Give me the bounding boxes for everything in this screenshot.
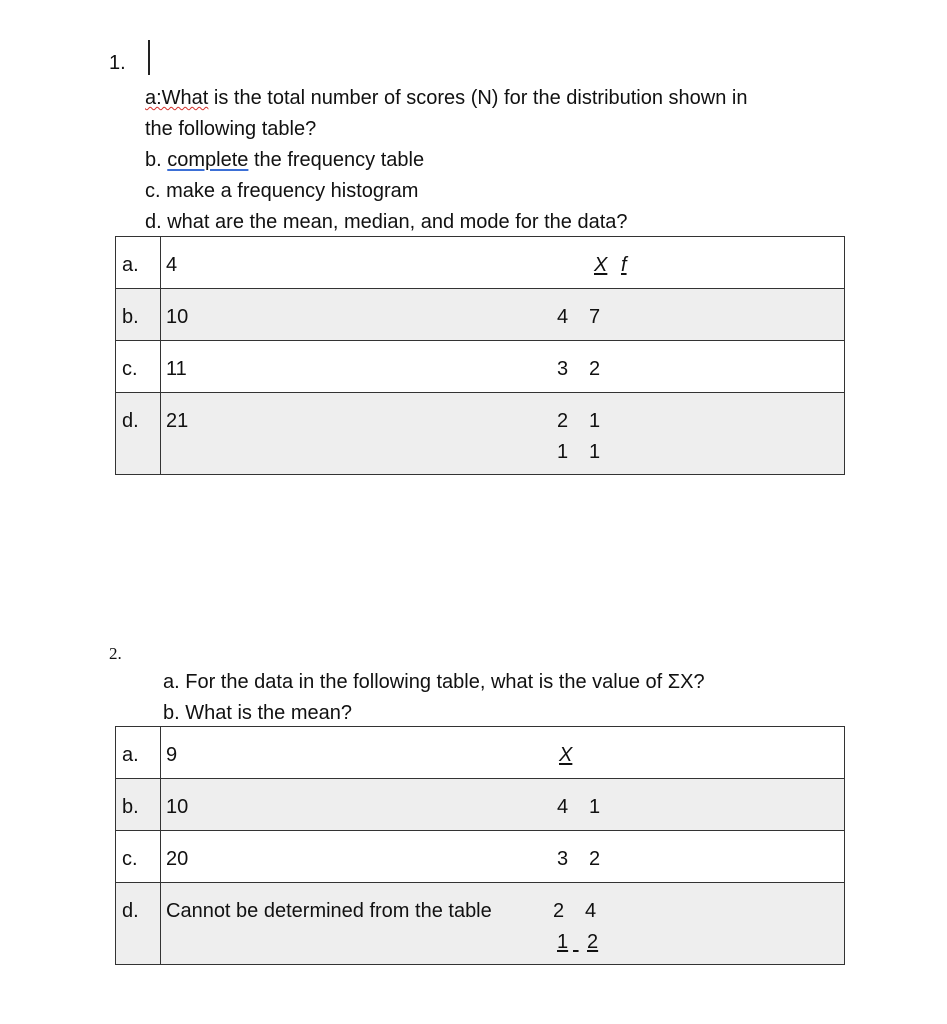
option-row-a[interactable] (116, 727, 845, 779)
option-row-b[interactable] (116, 289, 845, 341)
question-2-options-table (115, 726, 845, 965)
table-x-value: 2 (553, 900, 565, 922)
option-letter: c. (116, 831, 161, 883)
option-value: Cannot be determined from the table (166, 900, 492, 922)
question-2-prompt-a: a. For the data in the following table, what is the value of ΣX? (163, 671, 705, 693)
table-f-value: 2 (589, 358, 601, 380)
option-letter: b. (116, 289, 161, 341)
question-2-prompt-b: b. What is the mean? (163, 702, 352, 724)
question-1-prompt-a-line2: the following table? (145, 118, 317, 140)
question-1-number: 1. (109, 52, 126, 74)
table-x-value: 3 (557, 358, 569, 380)
table-x-value: 1 (557, 931, 569, 953)
option-letter: b. (116, 779, 161, 831)
option-value: 10 (166, 306, 189, 328)
table-value: 1 (589, 796, 601, 818)
option-row-b[interactable] (116, 779, 845, 831)
spellcheck-word: a:What (145, 87, 209, 109)
table-x-value: 4 (557, 796, 569, 818)
option-row-d[interactable] (116, 393, 845, 475)
table-header-f: f (621, 254, 627, 276)
question-1-prompt-c: c. make a frequency histogram (145, 180, 419, 202)
table-value: 4 (585, 900, 597, 922)
option-value: 11 (166, 358, 187, 380)
table-x-value: 2 (557, 410, 569, 432)
option-value: 10 (166, 796, 189, 818)
option-value: 20 (166, 848, 189, 870)
text-cursor (148, 40, 150, 75)
option-letter: a. (116, 237, 161, 289)
table-header-x: X (594, 254, 608, 276)
question-1-prompt-a: a:What is the total number of scores (N) for the distribution shown in (145, 87, 748, 109)
table-header-x: X (559, 744, 573, 766)
question-1-prompt-b: b. complete the frequency table (145, 149, 425, 171)
option-value: 4 (166, 254, 178, 276)
option-value: 9 (166, 744, 178, 766)
option-row-c[interactable] (116, 341, 845, 393)
table-value: 2 (589, 848, 601, 870)
option-letter: c. (116, 341, 161, 393)
option-row-d[interactable] (116, 883, 845, 965)
question-2-number: 2. (109, 644, 122, 663)
table-value: 2 (587, 931, 599, 953)
question-1-prompt (145, 83, 748, 238)
table-x-value: 3 (557, 848, 569, 870)
question-2-prompt (163, 667, 705, 729)
grammar-word: complete (167, 149, 249, 171)
option-value: 21 (166, 410, 189, 432)
table-x-value: 4 (557, 306, 569, 328)
option-letter: d. (116, 393, 161, 475)
table-f-value: 1 (589, 410, 601, 432)
question-1-prompt-d: d. what are the mean, median, and mode for the data? (145, 211, 628, 233)
option-row-a[interactable] (116, 237, 845, 289)
table-f-value: 7 (589, 306, 601, 328)
option-row-c[interactable] (116, 831, 845, 883)
question-1-options-table (115, 236, 845, 475)
option-letter: a. (116, 727, 161, 779)
table-x-value: 1 (557, 441, 569, 463)
option-letter: d. (116, 883, 161, 965)
table-f-value: 1 (589, 441, 601, 463)
